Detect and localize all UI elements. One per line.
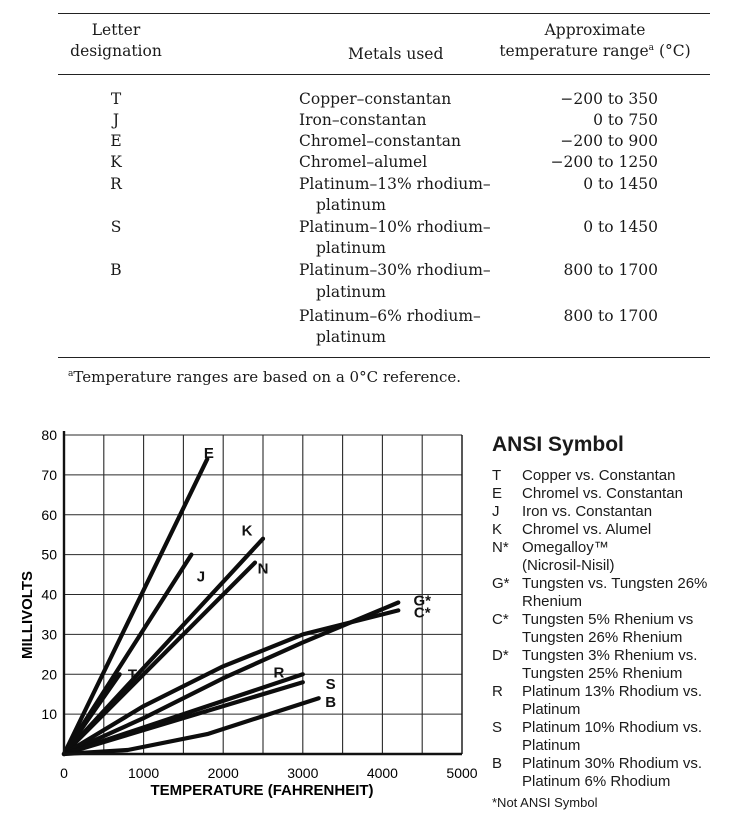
y-tick-label: 80 <box>41 427 57 443</box>
row-metals: Chromel–constantan <box>299 132 462 150</box>
legend-item-line: Platinum 6% Rhodium <box>522 773 671 790</box>
legend-item-line: Tungsten 26% Rhenium <box>522 629 683 646</box>
legend-item-code: G* <box>492 575 510 592</box>
row-metals-continued: platinum <box>316 328 386 346</box>
series-label-j: J <box>196 568 206 586</box>
header-letter-line-1: Letter <box>91 21 141 39</box>
header-range-line-1: Approximate <box>544 21 646 39</box>
row-metals: Platinum–30% rhodium– <box>299 261 491 279</box>
row-range: 0 to 1450 <box>583 218 658 236</box>
legend-item-code: B <box>492 755 503 772</box>
row-metals-continued: platinum <box>316 196 386 214</box>
x-tick-label: 4000 <box>366 765 398 781</box>
legend-item-line: Tungsten 3% Rhenium vs. <box>522 647 698 664</box>
thermocouple-table <box>0 0 740 400</box>
footnote-mark: a <box>68 369 74 379</box>
row-letter: B <box>110 261 122 279</box>
series-label-t: T <box>127 666 138 684</box>
legend-item-line: Platinum 13% Rhodium vs. <box>522 683 703 700</box>
header-metals-used: Metals used <box>348 45 444 63</box>
table-top-rule <box>58 13 710 14</box>
legend-item-line: (Nicrosil-Nisil) <box>522 557 615 574</box>
row-range: 800 to 1700 <box>563 307 658 325</box>
chart-series <box>64 445 431 754</box>
header-letter-line-2: designation <box>70 42 162 60</box>
legend-item-line: Platinum 10% Rhodium vs. <box>522 719 703 736</box>
table-footnote <box>68 368 461 386</box>
legend-item-code: E <box>492 485 503 502</box>
header-range-text: temperature range <box>499 42 649 60</box>
row-letter: K <box>110 153 122 171</box>
legend-item-line: Omegalloy™ <box>522 539 609 556</box>
row-range: −200 to 1250 <box>550 153 658 171</box>
header-range-footnote-mark: a <box>648 42 654 53</box>
series-label-k: K <box>241 522 253 540</box>
row-letter: R <box>110 175 122 193</box>
legend-title: ANSI Symbol <box>492 433 624 456</box>
row-metals: Platinum–6% rhodium– <box>299 307 481 325</box>
row-metals: Iron–constantan <box>299 111 427 129</box>
legend-item-code: K <box>492 521 503 538</box>
series-label-c-star: C* <box>413 604 431 622</box>
row-metals: Chromel–alumel <box>299 153 428 171</box>
legend-item-line: Tungsten 25% Rhenium <box>522 665 683 682</box>
y-tick-label: 40 <box>41 586 57 603</box>
row-range: −200 to 900 <box>560 132 658 150</box>
y-tick-label: 20 <box>41 666 57 683</box>
x-tick-label: 5000 <box>446 765 478 781</box>
legend-item-line: Tungsten 5% Rhenium vs <box>522 611 694 628</box>
row-range: 800 to 1700 <box>563 261 658 279</box>
y-tick-label: 60 <box>41 506 57 523</box>
header-temperature-range <box>490 20 700 62</box>
legend-note: *Not ANSI Symbol <box>492 795 598 810</box>
legend-item-code: N* <box>492 539 509 556</box>
legend-item-line: Platinum <box>522 737 581 754</box>
legend-item-description <box>522 719 737 755</box>
row-letter: J <box>112 111 120 129</box>
legend-item-description <box>522 647 737 683</box>
legend-item-code: S <box>492 719 503 736</box>
series-line-b <box>64 698 319 754</box>
header-range-line-2 <box>490 41 700 62</box>
legend-item-code: C* <box>492 611 509 628</box>
series-label-b: B <box>325 694 337 712</box>
legend-item-description <box>522 683 737 719</box>
series-label-g-star: G* <box>413 592 431 610</box>
legend-item-description <box>522 521 737 539</box>
legend-item-description <box>522 539 737 575</box>
row-metals: Platinum–13% rhodium– <box>299 175 491 193</box>
table-bottom-rule <box>58 357 710 358</box>
y-tick-label: 70 <box>41 466 57 483</box>
legend-item-description <box>522 485 737 503</box>
header-range-unit: (°C) <box>658 42 691 60</box>
legend-item-description <box>522 467 737 485</box>
x-tick-label: 0 <box>60 765 68 781</box>
x-tick-label: 3000 <box>287 765 319 781</box>
row-letter: S <box>110 218 122 236</box>
legend-item-description <box>522 611 737 647</box>
row-letter: E <box>110 132 122 150</box>
header-letter-designation <box>70 20 162 62</box>
row-range: −200 to 350 <box>560 90 658 108</box>
legend-item-line: Chromel vs. Alumel <box>522 521 652 538</box>
y-tick-label: 10 <box>41 706 57 723</box>
legend-item-line: Platinum <box>522 701 581 718</box>
y-axis-label: MILLIVOLTS <box>19 570 36 660</box>
series-label-e: E <box>203 444 214 462</box>
row-metals: Copper–constantan <box>299 90 452 108</box>
legend-item-description <box>522 503 737 521</box>
chart-grid <box>64 435 462 754</box>
row-metals-continued: platinum <box>316 239 386 257</box>
legend-item-line: Platinum 30% Rhodium vs. <box>522 755 703 772</box>
legend-item-line: Copper vs. Constantan <box>522 467 676 484</box>
x-tick-label: 2000 <box>207 765 239 781</box>
legend-item-line: Tungsten vs. Tungsten 26% <box>522 575 708 592</box>
row-metals-continued: platinum <box>316 283 386 301</box>
thermocouple-chart <box>0 400 490 827</box>
table-header-rule <box>58 74 710 75</box>
series-label-r: R <box>273 664 285 682</box>
legend-item-code: D* <box>492 647 509 664</box>
legend-item-line: Chromel vs. Constantan <box>522 485 683 502</box>
row-range: 0 to 750 <box>593 111 658 129</box>
y-tick-label: 50 <box>41 546 57 563</box>
x-axis-label: TEMPERATURE (FAHRENHEIT) <box>150 782 374 799</box>
legend-item-line: Iron vs. Constantan <box>522 503 653 520</box>
y-tick-label: 30 <box>41 626 57 643</box>
row-letter: T <box>110 90 122 108</box>
footnote-text: Temperature ranges are based on a 0°C reference. <box>73 368 462 386</box>
series-label-n: N <box>257 560 269 578</box>
row-range: 0 to 1450 <box>583 175 658 193</box>
legend-item-description <box>522 755 737 791</box>
legend-item-line: Rhenium <box>522 593 583 610</box>
legend-item-code: R <box>492 683 503 700</box>
legend-item-description <box>522 575 737 611</box>
row-metals: Platinum–10% rhodium– <box>299 218 491 236</box>
legend-item-code: T <box>492 467 502 484</box>
x-tick-label: 1000 <box>128 765 160 781</box>
series-label-s: S <box>325 676 336 694</box>
legend-item-code: J <box>492 503 500 520</box>
